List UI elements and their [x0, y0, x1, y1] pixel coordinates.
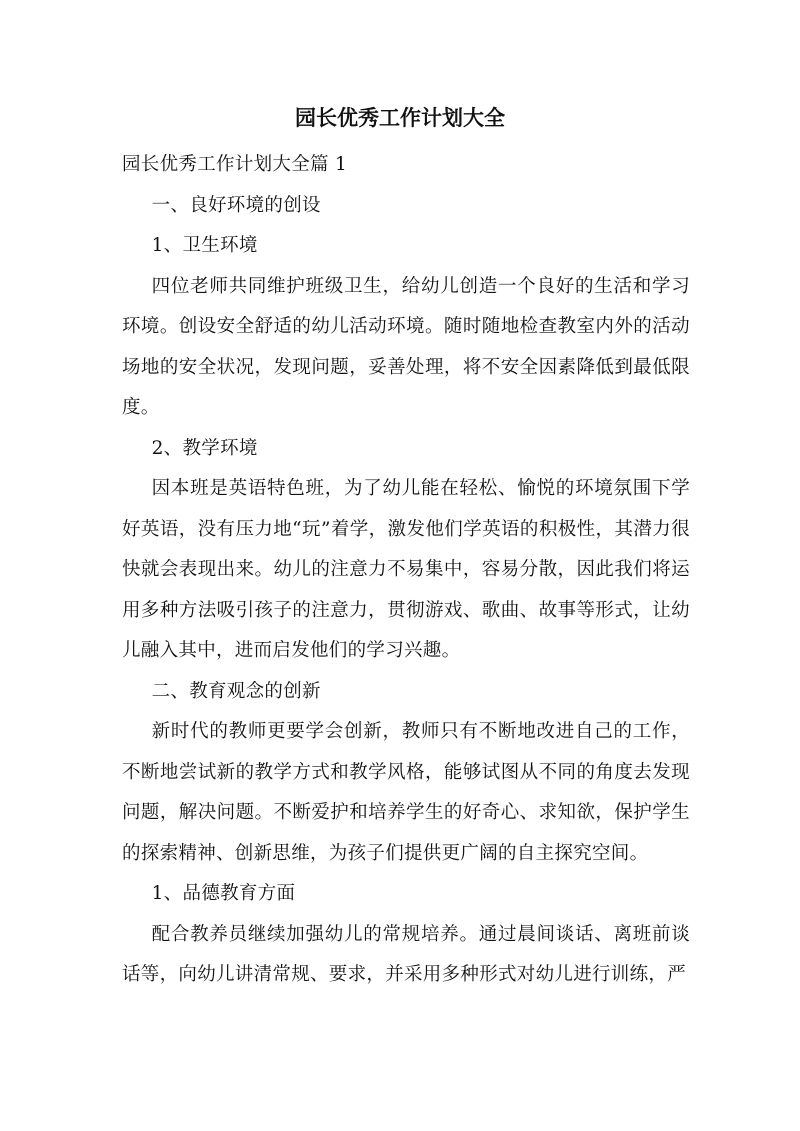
- body-paragraph: 配合教养员继续加强幼儿的常规培养。通过晨间谈话、离班前谈话等，向幼儿讲清常规、要求，并采用多种形式对幼儿进行训练，严: [122, 923, 690, 985]
- section-subtitle: 园长优秀工作计划大全篇 1: [122, 154, 348, 175]
- section-heading: 二、教育观念的创新: [151, 680, 321, 702]
- subsection-heading: 2、教学环境: [151, 437, 258, 459]
- document-title: 园长优秀工作计划大全: [295, 105, 505, 130]
- subsection-heading: 1、卫生环境: [151, 235, 258, 256]
- body-paragraph: 因本班是英语特色班，为了幼儿能在轻松、愉悦的环境氛围下学好英语，没有压力地“玩”着学，激发他们学英语的积极性，其潜力很快就会表现出来。幼儿的注意力不易集中，容易分散，因此我们将运用多种方法吸引孩子的注意力，贯彻游戏、歌曲、故事等形式，让幼儿融入其中，进而启发他们的学习兴趣。: [122, 478, 690, 661]
- document-body: [122, 145, 690, 996]
- body-paragraph: 新时代的教师更要学会创新，教师只有不断地改进自己的工作，不断地尝试新的教学方式和教学风格，能够试图从不同的角度去发现问题，解决问题。不断爱护和培养学生的好奇心、求知欲，保护学生的探索精神、创新思维，为孩子们提供更广阔的自主探究空间。: [122, 721, 690, 864]
- body-paragraph: 四位老师共同维护班级卫生，给幼儿创造一个良好的生活和学习环境。创设安全舒适的幼儿活动环境。随时随地检查教室内外的活动场地的安全状况，发现问题，妥善处理，将不安全因素降低到最低限度。: [122, 275, 690, 418]
- section-heading: 一、良好环境的创设: [151, 194, 321, 216]
- subsection-heading: 1、品德教育方面: [151, 883, 296, 904]
